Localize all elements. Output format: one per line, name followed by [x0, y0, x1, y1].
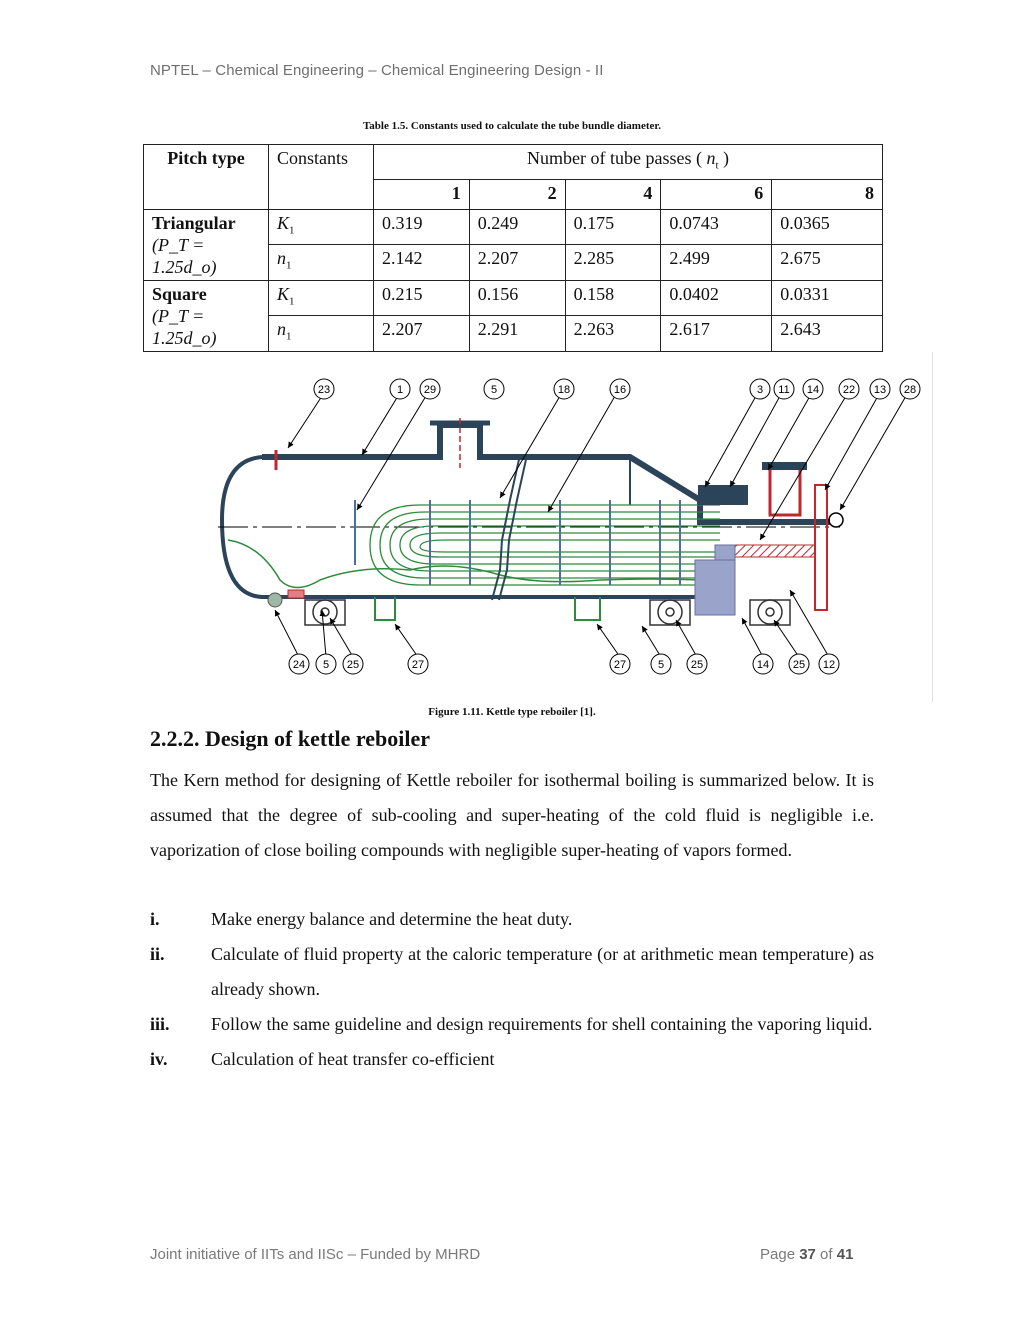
drain-valve — [268, 593, 282, 607]
header-tube-passes — [374, 145, 883, 180]
list-item — [150, 1042, 874, 1077]
passes-header-4: 4 — [565, 179, 661, 209]
table-row — [144, 209, 883, 245]
callout — [753, 654, 773, 674]
callout — [870, 379, 890, 399]
table-cell: 2.617 — [661, 316, 772, 352]
header-tube-passes-close: ) — [723, 148, 730, 168]
callout — [803, 379, 823, 399]
page-header: NPTEL – Chemical Engineering – Chemical Engineering Design - II — [150, 62, 604, 79]
list-item-label: ii. — [150, 944, 165, 964]
callout-label: 5 — [657, 659, 665, 671]
steps-list — [150, 902, 874, 1077]
callout-label: 25 — [346, 659, 360, 671]
table-cell: 0.249 — [469, 209, 565, 245]
callout — [789, 654, 809, 674]
callout-label: 22 — [842, 384, 856, 396]
body-paragraph: The Kern method for designing of Kettle reboiler for isothermal boiling is summarized below. It is assumed that the degree of sub-cooling and super-heating of the cold fluid is negligible i.e. vaporization of close boiling compounds with negligible super-heating of vapors formed. — [150, 770, 874, 860]
table-cell: 0.0402 — [661, 280, 772, 316]
table-caption: Table 1.5. Constants used to calculate the tube bundle diameter. — [362, 120, 662, 132]
list-item — [150, 937, 874, 1007]
table-cell: 0.175 — [565, 209, 661, 245]
drain-fitting — [288, 590, 304, 598]
table-cell: 0.0331 — [772, 280, 883, 316]
callout — [343, 654, 363, 674]
callout — [774, 379, 794, 399]
table-cell: 2.285 — [565, 245, 661, 281]
callout-label: 14 — [806, 384, 820, 396]
callout — [484, 379, 504, 399]
pitch-cell-square — [144, 280, 269, 351]
callout-label: 14 — [756, 659, 770, 671]
callout-label: 16 — [613, 384, 627, 396]
callout-label: 12 — [822, 659, 836, 671]
list-item — [150, 1007, 874, 1042]
callout-label: 24 — [292, 659, 306, 671]
list-item-label: i. — [150, 909, 160, 929]
header-pitch-type: Pitch type — [144, 145, 269, 210]
list-item-text: Make energy balance and determine the heat duty. — [211, 909, 573, 929]
callout-label: 5 — [490, 384, 498, 396]
passes-header-1: 1 — [374, 179, 470, 209]
callout-label: 18 — [557, 384, 571, 396]
footer-credit: Joint initiative of IITs and IISc – Funded by MHRD — [150, 1246, 481, 1263]
callout-label: 11 — [778, 384, 790, 396]
callout-label: 27 — [613, 659, 627, 671]
table-cell: 0.156 — [469, 280, 565, 316]
callout-label: 3 — [756, 384, 764, 396]
callout-label: 29 — [423, 384, 437, 396]
table-cell: 2.643 — [772, 316, 883, 352]
callout — [554, 379, 574, 399]
header-constants: Constants — [269, 145, 374, 210]
callout-label: 27 — [411, 659, 425, 671]
callout — [651, 654, 671, 674]
table-cell: 2.207 — [469, 245, 565, 281]
header-tube-passes-label: Number of tube passes ( — [526, 148, 702, 168]
callout — [314, 379, 334, 399]
table-row — [144, 280, 883, 316]
list-item-text: Follow the same guideline and design requirements for shell containing the vaporing liquid. — [211, 1014, 873, 1034]
passes-header-2: 2 — [469, 179, 565, 209]
list-item — [150, 902, 874, 937]
callout-label: 25 — [792, 659, 806, 671]
callout-label: 28 — [903, 384, 917, 396]
callout — [420, 379, 440, 399]
table-cell: 2.675 — [772, 245, 883, 281]
constant-n1: $n_1$ — [269, 316, 374, 352]
table-cell: 0.0365 — [772, 209, 883, 245]
table-cell: 0.215 — [374, 280, 470, 316]
pitch-name: Triangular — [152, 212, 236, 233]
callout-label: 1 — [396, 384, 404, 396]
baffles — [355, 500, 680, 585]
table-cell: 2.142 — [374, 245, 470, 281]
callout — [610, 654, 630, 674]
passes-header-6: 6 — [661, 179, 772, 209]
table-cell: 0.0743 — [661, 209, 772, 245]
callout — [610, 379, 630, 399]
callout-label: 25 — [690, 659, 704, 671]
callout — [316, 654, 336, 674]
constant-k1: $K_1$ — [269, 280, 374, 316]
list-item-label: iii. — [150, 1014, 170, 1034]
table-cell: 0.319 — [374, 209, 470, 245]
callout-label: 23 — [317, 384, 331, 396]
callout — [900, 379, 920, 399]
table-cell: 0.158 — [565, 280, 661, 316]
header-tube-passes-var: $n_t$ — [706, 148, 719, 172]
section-title: 2.2.2. Design of kettle reboiler — [150, 726, 431, 751]
list-item-text: Calculate of fluid property at the caloric temperature (or at arithmetic mean temperature) as already shown. — [211, 944, 874, 999]
callout-label: 13 — [873, 384, 887, 396]
callout — [289, 654, 309, 674]
support-legs — [375, 597, 600, 620]
kettle-reboiler-diagram — [215, 370, 935, 690]
passes-header-8: 8 — [772, 179, 883, 209]
channel-head — [695, 462, 843, 615]
callout — [839, 379, 859, 399]
pitch-formula: (P_T = 1.25d_o) — [152, 234, 217, 277]
list-item-label: iv. — [150, 1049, 168, 1069]
callout — [819, 654, 839, 674]
callout — [390, 379, 410, 399]
pitch-name: Square — [152, 283, 207, 304]
callout — [750, 379, 770, 399]
constant-k1: $K_1$ — [269, 209, 374, 245]
callout-label: 5 — [322, 659, 330, 671]
page-number: Page 37 of 41 — [760, 1246, 854, 1263]
figure-caption: Figure 1.11. Kettle type reboiler [1]. — [428, 706, 596, 718]
tube-bundle — [370, 505, 720, 585]
list-item-text: Calculation of heat transfer co-efficient — [211, 1049, 495, 1069]
callout — [408, 654, 428, 674]
table-cell: 2.207 — [374, 316, 470, 352]
constants-table — [143, 144, 883, 352]
pitch-formula: (P_T = 1.25d_o) — [152, 305, 217, 348]
pitch-cell-triangular — [144, 209, 269, 280]
callout — [687, 654, 707, 674]
table-cell: 2.263 — [565, 316, 661, 352]
table-cell: 2.499 — [661, 245, 772, 281]
constant-n1: $n_1$ — [269, 245, 374, 281]
table-cell: 2.291 — [469, 316, 565, 352]
